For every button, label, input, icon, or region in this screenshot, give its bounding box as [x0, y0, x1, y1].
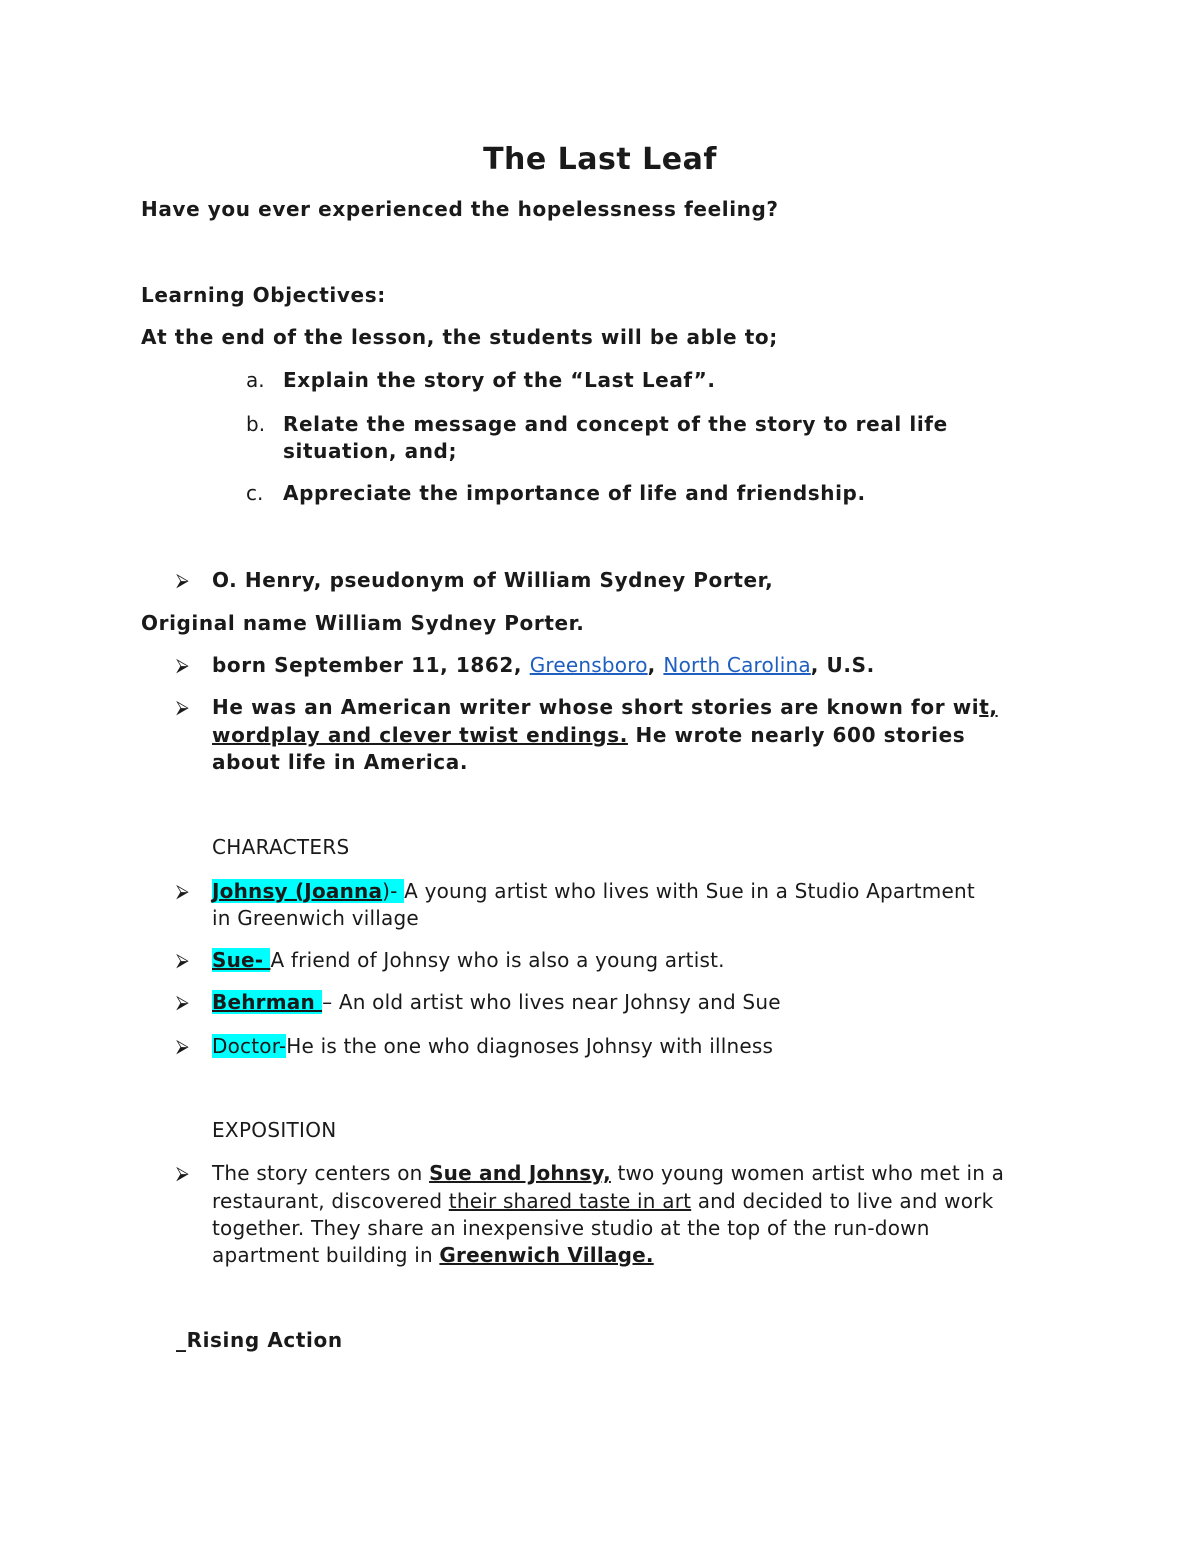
character-behrman	[212, 989, 781, 1016]
character-johnsy	[212, 878, 975, 905]
exposition-line1	[212, 1160, 1004, 1187]
exposition-underlined: Greenwich Village.	[439, 1243, 654, 1267]
behrman-name: Behrman	[212, 990, 323, 1014]
author-original-name: Original name William Sydney Porter.	[141, 611, 585, 635]
arrow-bullet-icon: ⮚	[176, 950, 189, 971]
arrow-bullet-icon: ⮚	[176, 570, 189, 591]
arrow-bullet-icon: ⮚	[176, 881, 189, 902]
intro-question: Have you ever experienced the hopelessness feeling?	[141, 197, 779, 221]
desc-underlined: t,	[979, 695, 998, 719]
desc-text: He was an American writer whose short stories are known for wi	[212, 695, 980, 719]
johnsy-description: A young artist who lives with Sue in a Studio Apartment	[404, 879, 975, 903]
objective-label-a: a.	[246, 368, 265, 392]
arrow-bullet-icon: ⮚	[176, 697, 189, 718]
sue-name: Sue-	[212, 948, 271, 972]
objective-label-b: b.	[246, 412, 266, 436]
author-description-line3: about life in America.	[212, 750, 469, 774]
author-description-line1	[212, 694, 998, 721]
exposition-text: apartment building in	[212, 1243, 440, 1267]
behrman-description: – An old artist who lives near Johnsy and Sue	[322, 990, 781, 1014]
johnsy-name: Johnsy (Joanna	[212, 879, 383, 903]
born-suffix: , U.S.	[810, 653, 875, 677]
born-text: born September 11, 1862,	[212, 653, 530, 677]
objective-b-line2: situation, and;	[283, 439, 458, 463]
exposition-line2	[212, 1188, 993, 1215]
arrow-bullet-icon: ⮚	[176, 655, 189, 676]
document-title: The Last Leaf	[483, 142, 717, 177]
doctor-description: He is the one who diagnoses Johnsy with illness	[286, 1034, 774, 1058]
north-carolina-link[interactable]: North Carolina	[663, 653, 811, 677]
johnsy-dash: )-	[382, 879, 405, 903]
sue-description: A friend of Johnsy who is also a young artist.	[270, 948, 725, 972]
author-born	[212, 652, 875, 679]
desc-underlined: wordplay and clever twist endings.	[212, 723, 628, 747]
objectives-heading: Learning Objectives:	[141, 283, 386, 307]
character-johnsy-line2: in Greenwich village	[212, 906, 419, 930]
author-description-line2	[212, 722, 965, 749]
objective-b-line1: Relate the message and concept of the story to real life	[283, 412, 948, 436]
rising-action-heading: _Rising Action	[176, 1328, 343, 1352]
born-separator: ,	[647, 653, 664, 677]
exposition-text: restaurant, discovered	[212, 1189, 449, 1213]
exposition-underlined: their shared taste in art	[448, 1189, 692, 1213]
greensboro-link[interactable]: Greensboro	[529, 653, 648, 677]
doctor-name: Doctor-	[212, 1034, 287, 1058]
exposition-text: two young women artist who met in a	[610, 1161, 1005, 1185]
exposition-text: The story centers on	[212, 1161, 430, 1185]
objective-c: Appreciate the importance of life and friendship.	[283, 481, 866, 505]
arrow-bullet-icon: ⮚	[176, 1163, 189, 1184]
character-doctor	[212, 1033, 773, 1060]
exposition-line3: together. They share an inexpensive studio at the top of the run-down	[212, 1216, 930, 1240]
exposition-underlined: Sue and Johnsy,	[429, 1161, 611, 1185]
characters-heading: CHARACTERS	[212, 835, 350, 859]
exposition-heading: EXPOSITION	[212, 1118, 337, 1142]
exposition-line4	[212, 1242, 654, 1269]
author-pseudonym: O. Henry, pseudonym of William Sydney Porter,	[212, 568, 774, 592]
character-sue	[212, 947, 725, 974]
objectives-intro: At the end of the lesson, the students will be able to;	[141, 325, 778, 349]
desc-text: He wrote nearly 600 stories	[627, 723, 966, 747]
objective-a: Explain the story of the “Last Leaf”.	[283, 368, 716, 392]
exposition-text: and decided to live and work	[691, 1189, 994, 1213]
arrow-bullet-icon: ⮚	[176, 1036, 189, 1057]
arrow-bullet-icon: ⮚	[176, 992, 189, 1013]
objective-label-c: c.	[246, 481, 264, 505]
